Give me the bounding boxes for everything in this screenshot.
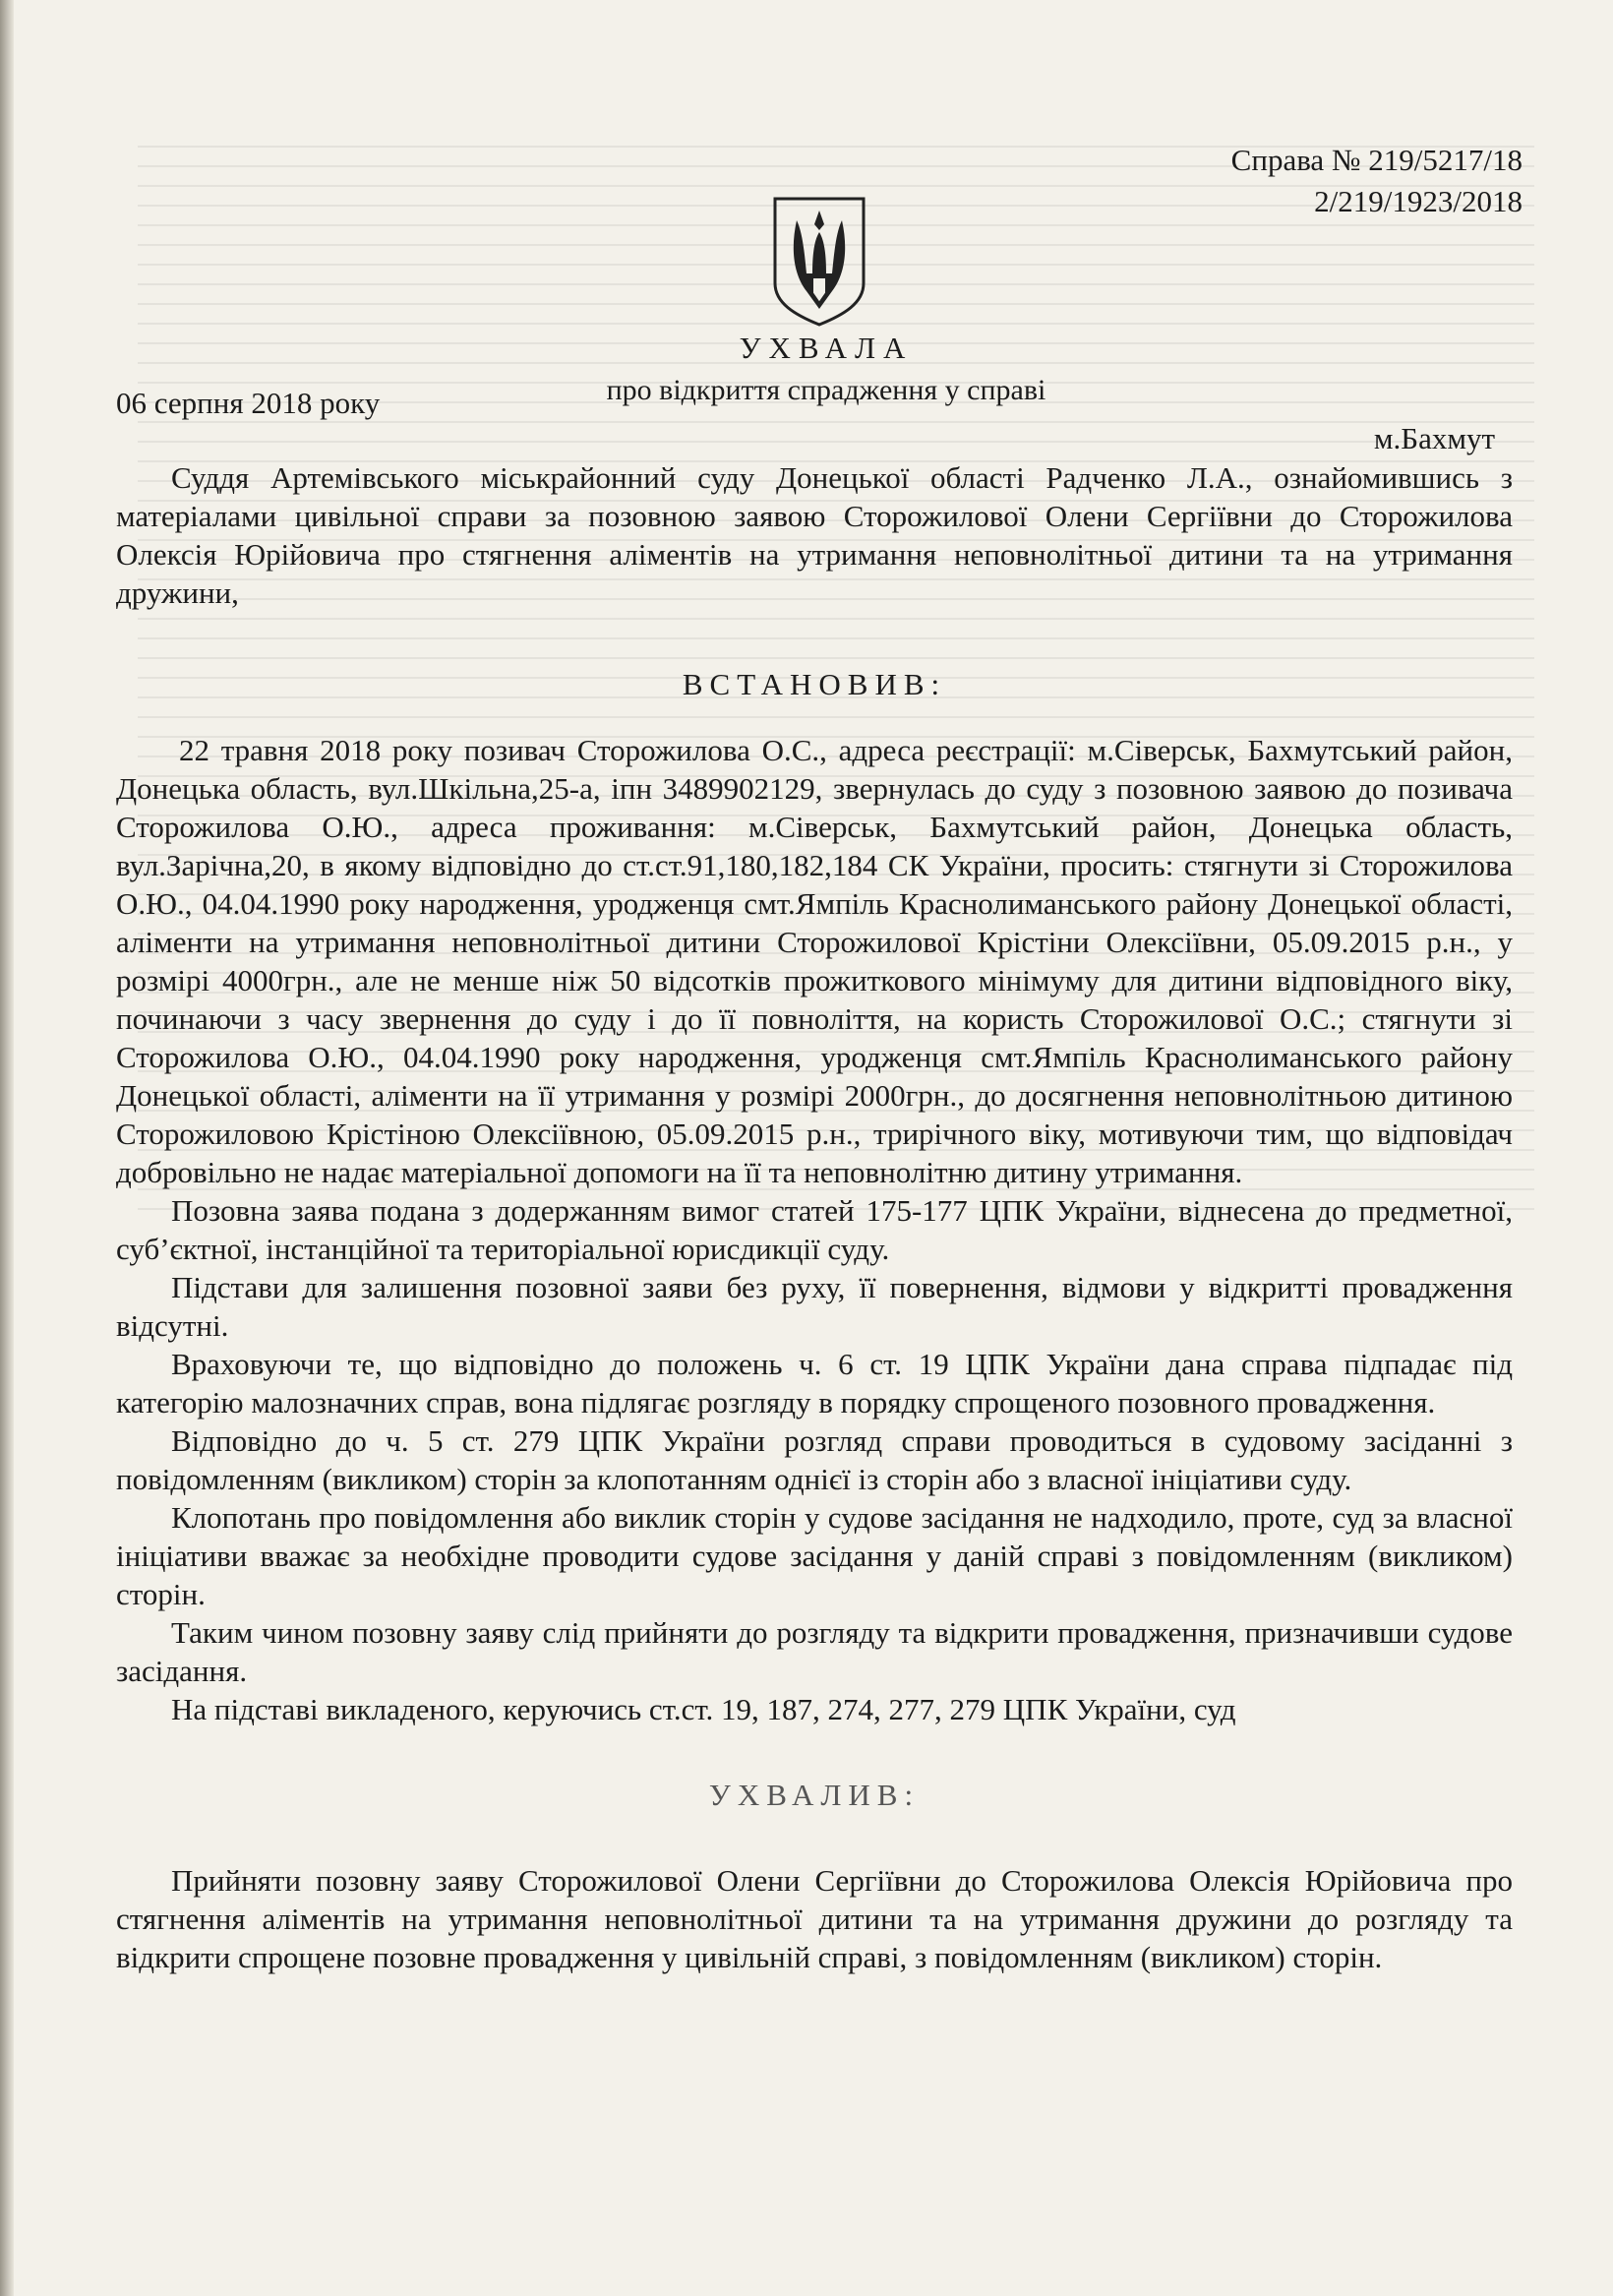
body-paragraph: Таким чином позовну заяву слід прийняти до розгляду та відкрити провадження, призначивши судове засідання.: [116, 1615, 1513, 1688]
document-subtitle: про відкриття спрадження у справі: [606, 374, 1046, 406]
section-heading-established: ВСТАНОВИВ:: [682, 667, 947, 701]
document-title: УХВАЛА: [739, 331, 914, 365]
body-paragraph: Підстави для залишення позовної заяви без руху, її повернення, відмови у відкритті провадження відсутні.: [116, 1270, 1513, 1343]
trident-emblem-icon: [767, 193, 871, 331]
scan-edge-shadow: [0, 0, 14, 2296]
section-heading-ruled: УХВАЛИВ:: [708, 1778, 921, 1812]
body-paragraph: Позовна заява подана з додержанням вимог статей 175-177 ЦПК України, віднесена до предметної, суб’єктної, інстанційної та територіальної юрисдикції суду.: [116, 1193, 1513, 1266]
body-paragraph: Враховуючи те, що відповідно до положень ч. 6 ст. 19 ЦПК України дана справа підпадає під категорію малозначних справ, вона підлягає розгляду в порядку спрощеного позовного провадження.: [116, 1347, 1513, 1420]
body-paragraph: На підставі викладеного, керуючись ст.ст. 19, 187, 274, 277, 279 ЦПК України, суд: [171, 1692, 1236, 1726]
case-number-block: [1231, 140, 1523, 222]
document-date: 06 серпня 2018 року: [116, 386, 381, 420]
decision-paragraph: Прийняти позовну заяву Сторожилової Олени Сергіївни до Сторожилова Олексія Юрійовича про стягнення аліментів на утримання неповнолітньої дитини та на утримання дружини до розгляду та відкрити спрощене позовне провадження у цивільній справі, з повідомленням (викликом) сторін.: [116, 1863, 1513, 1974]
intro-paragraph: Суддя Артемівського міськрайонний суду Донецької області Радченко Л.А., ознайомившись з матеріалами цивільної справи за позовною заявою Сторожилової Олени Сергіївни до Сторожилова Олексія Юрійовича про стягнення аліментів на утримання неповнолітньої дитини та на утримання дружини,: [116, 460, 1513, 610]
document-city: м.Бахмут: [1373, 421, 1495, 455]
body-paragraph: 22 травня 2018 року позивач Сторожилова О.С., адреса реєстрації: м.Сіверськ, Бахмутський район, Донецька область, вул.Шкільна,25-а, іпн 3489902129, звернулась до суду з позовною заявою до позивача Сторожилова О.Ю., адреса проживання: м.Сіверськ, Бахмутський район, Донецька область, вул.Зарічна,20, в якому відповідно до ст.ст.91,180,182,184 СК України, просить: стягнути зі Сторожилова О.Ю., 04.04.1990 року народження, уродженця смт.Ямпіль Краснолиманського району Донецької області, аліменти на утримання неповнолітньої дитини Сторожилової Крістіни Олексіївни, 05.09.2015 р.н., у розмірі 4000грн., але не менше ніж 50 відсотків прожиткового мінімуму для дитини відповідного віку, починаючи з часу звернення до суду і до її повноліття, на користь Сторожилової О.С.; стягнути зі Сторожилова О.Ю., 04.04.1990 року народження, уродженця смт.Ямпіль Краснолиманського району Донецької області, аліменти на її утримання у розмірі 2000грн., до досягнення неповнолітньою дитиною Сторожиловою Крістіною Олексіївною, 05.09.2015 р.н., трирічного віку, мотивуючи тим, що відповідач добровільно не надає матеріальної допомоги на її та неповнолітню дитину утримання.: [116, 733, 1513, 1189]
document-body: [116, 458, 1513, 1976]
body-paragraph: Відповідно до ч. 5 ст. 279 ЦПК України розгляд справи проводиться в судовому засіданні з повідомленням (викликом) сторін за клопотанням однієї із сторін або з власної ініціативи суду.: [116, 1423, 1513, 1496]
body-paragraph: Клопотань про повідомлення або виклик сторін у судове засідання не надходило, проте, суд за власної ініціативи вважає за необхідне проводити судове засідання у даній справі з повідомленням (викликом) сторін.: [116, 1500, 1513, 1611]
case-number: Справа № 219/5217/18: [1230, 143, 1523, 177]
case-sub-number: 2/219/1923/2018: [1314, 184, 1523, 218]
